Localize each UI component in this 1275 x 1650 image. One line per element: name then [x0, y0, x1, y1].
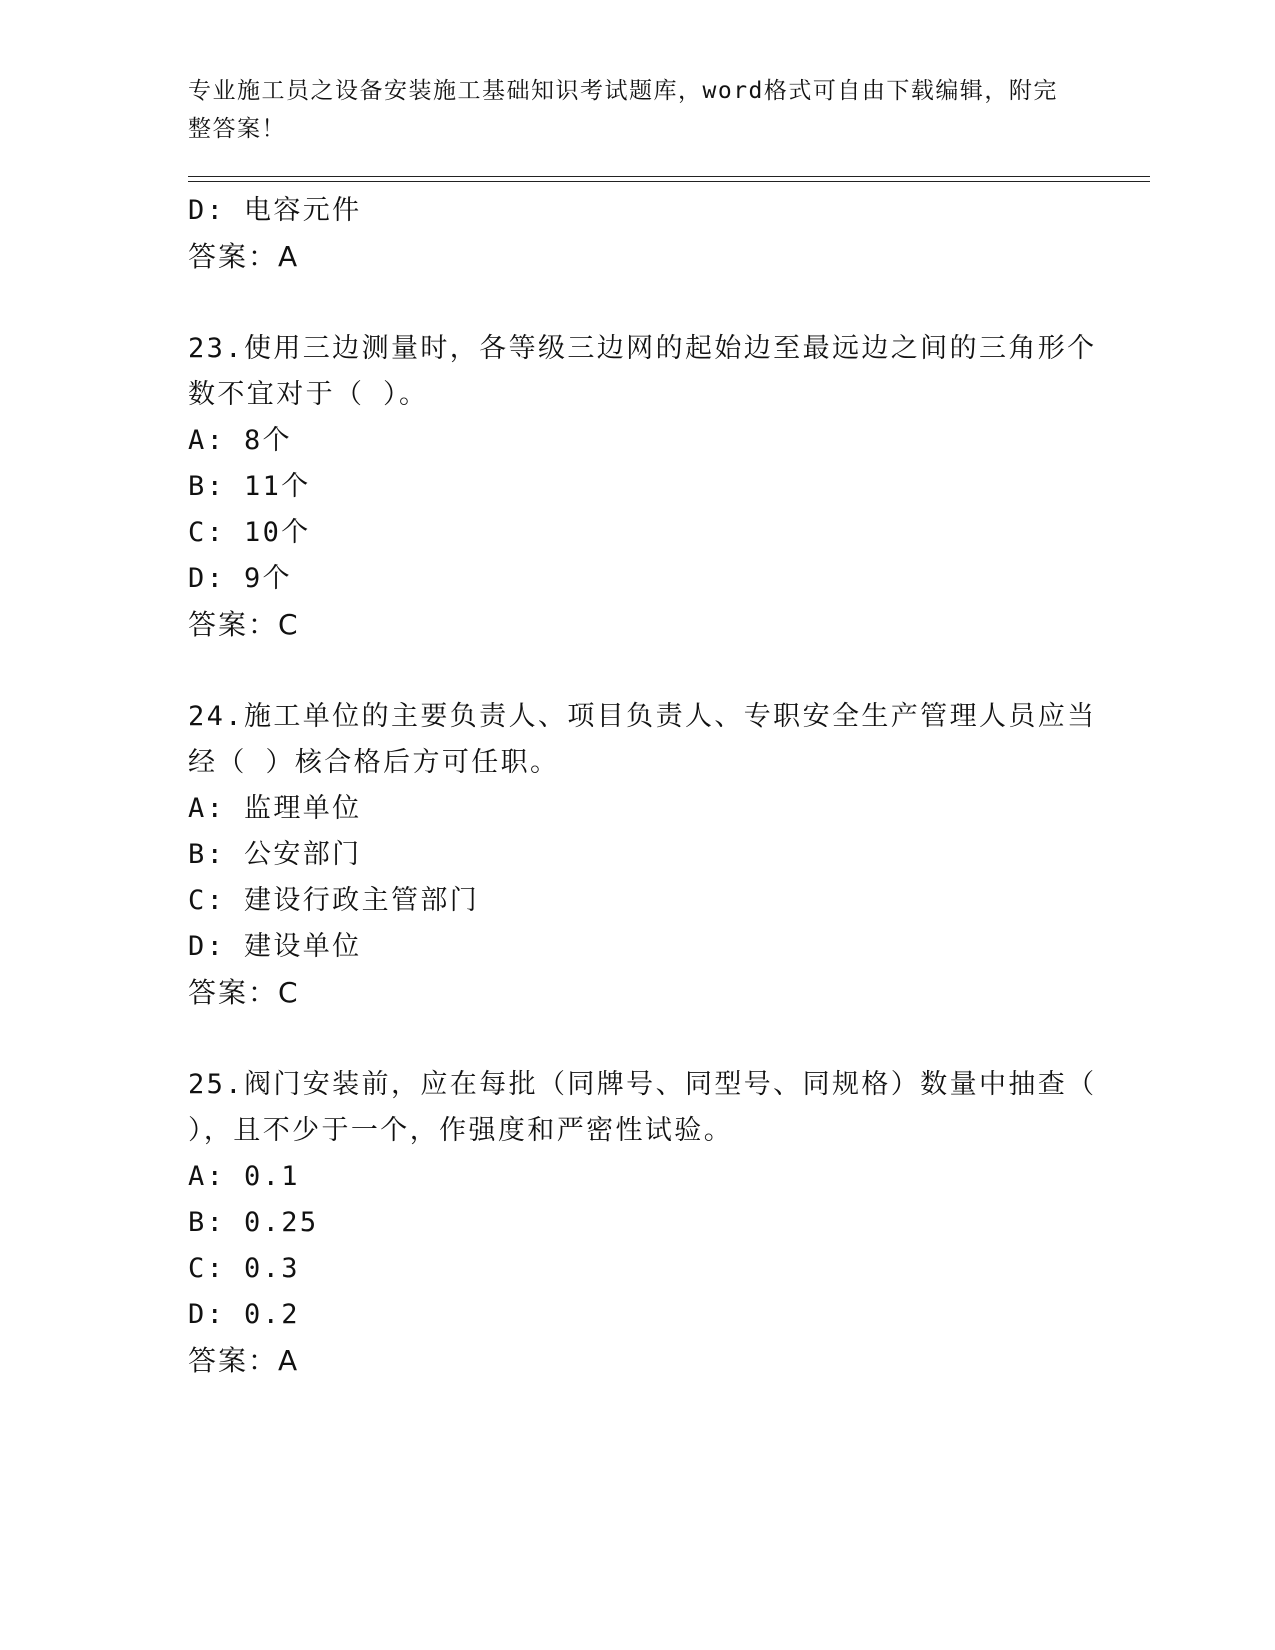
header-line-2: 整答案！ — [188, 116, 286, 142]
header-line-1: 专业施工员之设备安装施工基础知识考试题库，word格式可自由下载编辑，附完 — [188, 78, 1058, 104]
spacer — [188, 648, 1088, 694]
question-25 — [188, 1062, 1097, 1384]
previous-question-tail — [188, 188, 1088, 280]
option-c: C: 建设行政主管部门 — [188, 885, 480, 916]
question-text-line-1: 23.使用三边测量时，各等级三边网的起始边至最远边之间的三角形个 — [188, 333, 1097, 364]
answer-line: 答案：A — [188, 240, 300, 273]
question-24 — [188, 694, 1097, 1016]
option-a: A: 8个 — [188, 425, 293, 456]
question-list — [188, 188, 1097, 1384]
option-c: C: 0.3 — [188, 1253, 300, 1284]
option-b: B: 0.25 — [188, 1207, 319, 1238]
question-text-line-1: 25.阀门安装前，应在每批（同牌号、同型号、同规格）数量中抽查（ — [188, 1069, 1097, 1100]
answer-line: 答案：C — [188, 976, 300, 1009]
option-d: D: 0.2 — [188, 1299, 300, 1330]
option-b: B: 公安部门 — [188, 839, 362, 870]
question-text-line-2: 数不宜对于（ ）。 — [188, 379, 429, 410]
option-c: C: 10个 — [188, 517, 311, 548]
question-23 — [188, 326, 1097, 648]
question-text-line-2: ），且不少于一个，作强度和严密性试验。 — [188, 1115, 734, 1146]
spacer — [188, 1016, 1088, 1062]
option-d: D: 建设单位 — [188, 931, 362, 962]
option-a: A: 监理单位 — [188, 793, 362, 824]
option-b: B: 11个 — [188, 471, 311, 502]
question-text-line-1: 24.施工单位的主要负责人、项目负责人、专职安全生产管理人员应当 — [188, 701, 1097, 732]
option-d: D: 9个 — [188, 563, 293, 594]
header-divider-bottom — [188, 181, 1150, 182]
header-divider-top — [188, 176, 1150, 177]
question-text-line-2: 经（ ）核合格后方可任职。 — [188, 747, 560, 778]
answer-line: 答案：A — [188, 1344, 300, 1377]
spacer — [188, 280, 1088, 326]
document-header — [188, 72, 1068, 148]
option-d: D: 电容元件 — [188, 195, 362, 226]
option-a: A: 0.1 — [188, 1161, 300, 1192]
answer-line: 答案：C — [188, 608, 300, 641]
